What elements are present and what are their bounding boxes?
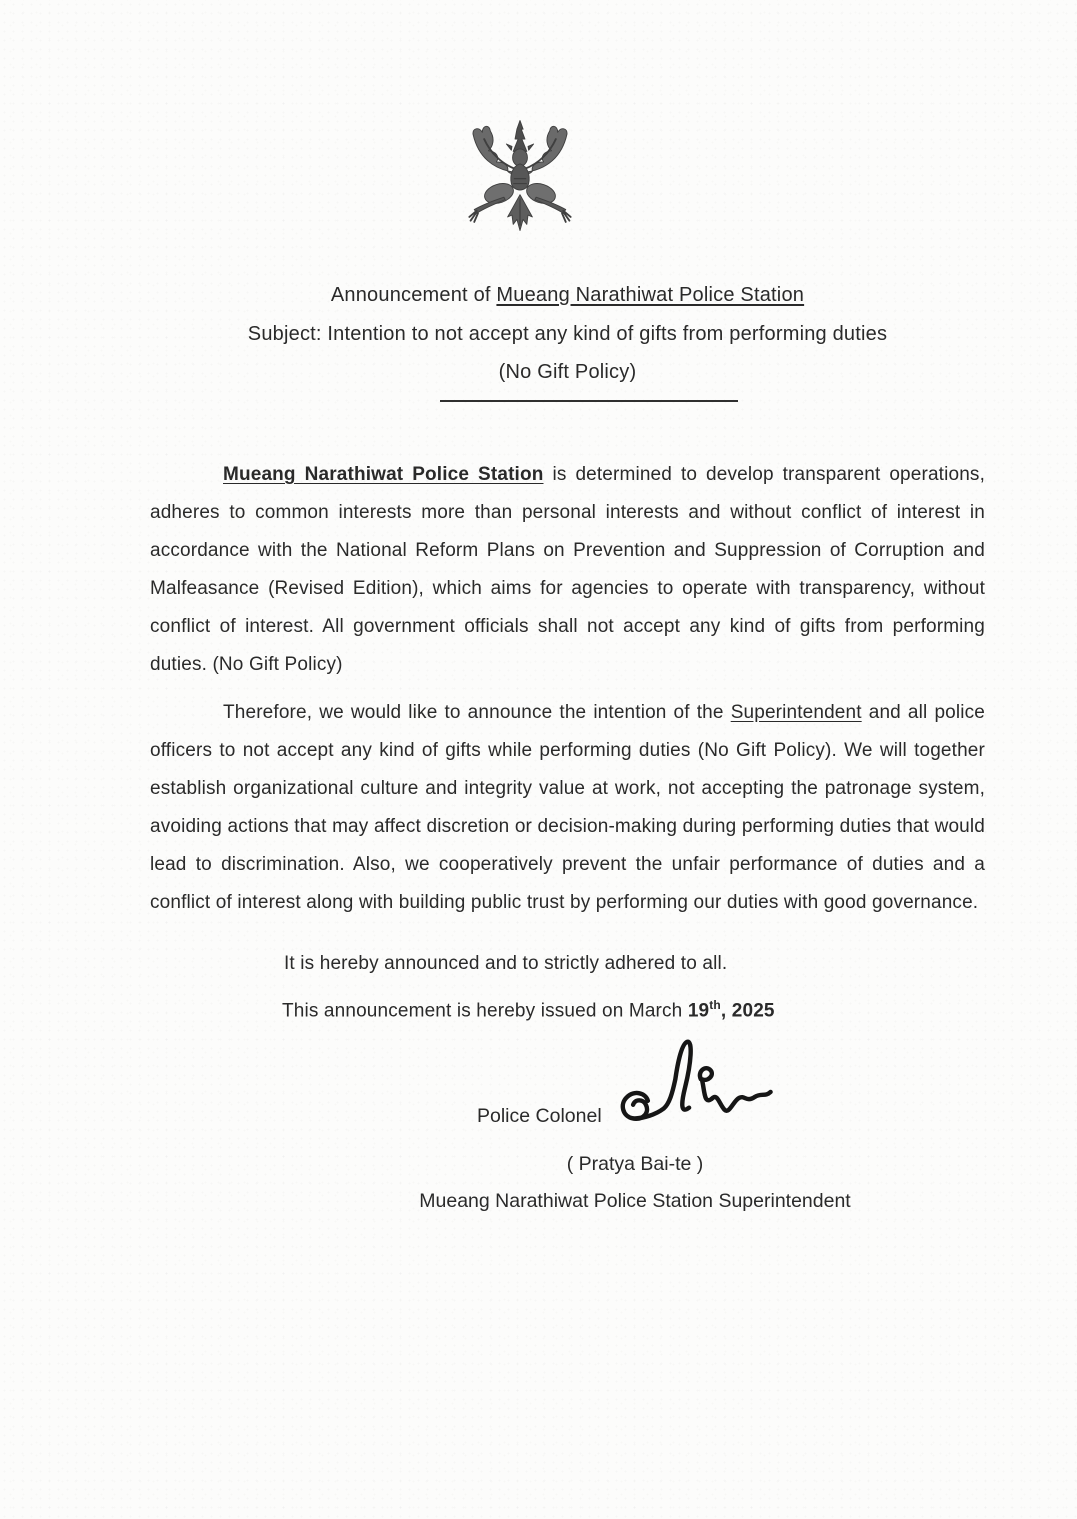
body-paragraph-2 [150, 694, 985, 922]
signatory-rank: Police Colonel [477, 1105, 602, 1127]
policy-line: (No Gift Policy) [498, 361, 637, 383]
issue-date-line [282, 998, 775, 1022]
document-header [150, 276, 985, 392]
closing-statement: It is hereby announced and to strictly adhered to all. [284, 953, 728, 974]
station-name-lead: Mueang Narathiwat Police Station [223, 464, 544, 485]
announcement-title-prefix: Announcement of [330, 284, 497, 306]
station-name-underlined: Mueang Narathiwat Police Station [496, 284, 805, 306]
issue-date-prefix: This announcement is hereby issued on March [282, 1000, 688, 1022]
signatory-title: Mueang Narathiwat Police Station Superintendent [419, 1190, 851, 1212]
issue-date-day: 19 [687, 1000, 710, 1022]
paragraph-2-after: and all police officers to not accept any kind of gifts while performing duties (No Gift Policy). We will together establish organizational culture and integrity value at work, not accepting the patronage system, avoiding actions that may affect discretion or decision-making during performing duties that would lead to discrimination. Also, we cooperatively prevent the unfair performance of duties and a conflict of interest along with building public trust by performing our duties with good governance. [150, 702, 985, 913]
subject-line: Subject: Intention to not accept any kind of gifts from performing duties [247, 322, 888, 345]
issue-date-year: , 2025 [720, 1000, 775, 1022]
header-divider-rule [440, 400, 738, 402]
superintendent-underlined: Superintendent [730, 702, 862, 723]
issue-date-ordinal: th [709, 998, 721, 1012]
handwritten-signature-icon [610, 1036, 778, 1144]
announcement-title-line [150, 276, 985, 315]
paragraph-2-before: Therefore, we would like to announce the intention of the [223, 702, 731, 723]
garuda-emblem-icon [452, 92, 588, 264]
body-paragraph-1 [150, 456, 985, 684]
signatory-name: ( Pratya Bai-te ) [566, 1153, 704, 1175]
paragraph-1-text: is determined to develop transparent operations, adheres to common interests more than personal interests and without conflict of interest in accordance with the National Reform Plans on Prevention and Suppression of Corruption and Malfeasance (Revised Edition), which aims for agencies to operate with transparency, without conflict of interest. All government officials shall not accept any kind of gifts from performing duties. (No Gift Policy) [150, 464, 985, 675]
